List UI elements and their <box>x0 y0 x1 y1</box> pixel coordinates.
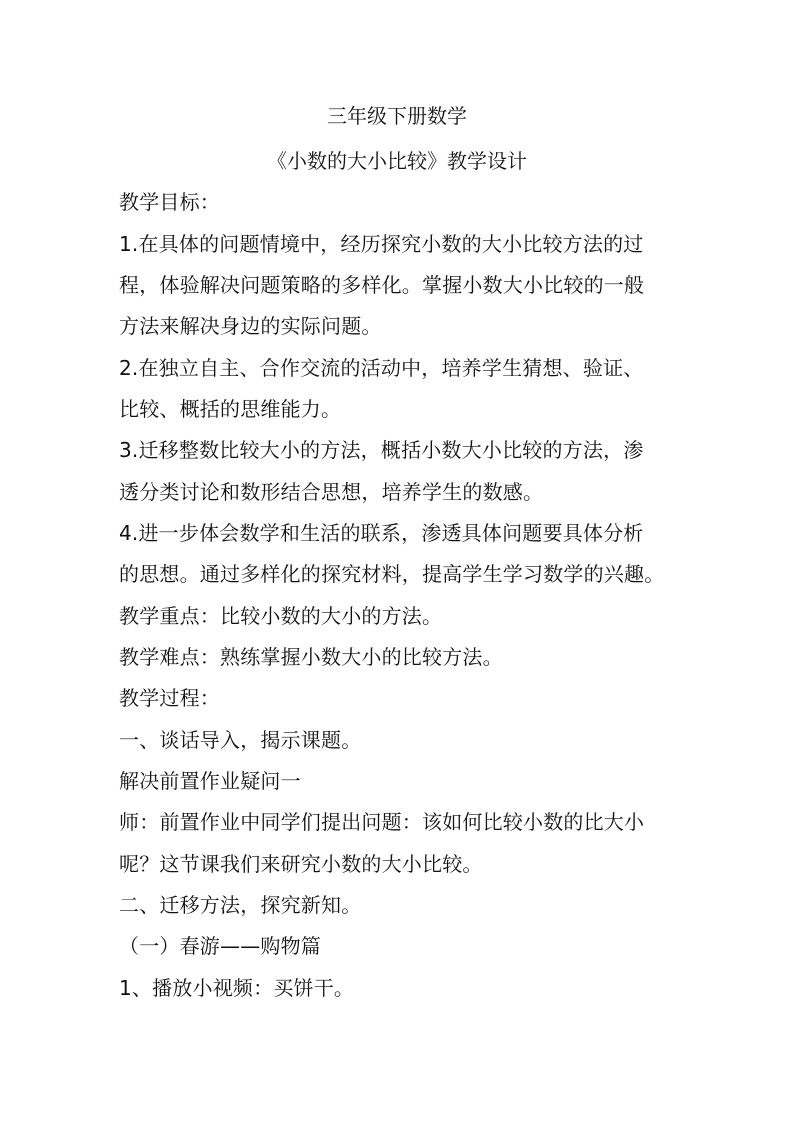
heading-teaching-process: 教学过程： <box>119 686 220 710</box>
goal-2-line-1: 2.在独立自主、合作交流的活动中，培养学生猜想、验证、 <box>119 356 644 380</box>
goal-3-line-2: 透分类讨论和数形结合思想，培养学生的数感。 <box>119 480 544 504</box>
goal-1-line-2: 程，体验解决问题策略的多样化。掌握小数大小比较的一般 <box>119 273 645 297</box>
teacher-question-line-2: 呢？这节课我们来研究小数的大小比较。 <box>119 852 483 876</box>
teaching-difficulty: 教学难点：熟练掌握小数大小的比较方法。 <box>119 645 503 669</box>
section-1-heading: 一、谈话导入，揭示课题。 <box>119 728 362 752</box>
goal-4-line-1: 4.进一步体会数学和生活的联系，渗透具体问题要具体分析 <box>119 521 644 545</box>
goal-2-line-2: 比较、概括的思维能力。 <box>119 397 342 421</box>
goal-3-line-1: 3.迁移整数比较大小的方法，概括小数大小比较的方法，渗 <box>119 438 644 462</box>
heading-teaching-goals: 教学目标： <box>119 190 220 214</box>
section-2-heading: 二、迁移方法，探究新知。 <box>119 893 362 917</box>
activity-1-line: 1、播放小视频：买饼干。 <box>119 976 355 1000</box>
subsection-1-heading: （一）春游——购物篇 <box>119 934 321 958</box>
goal-1-line-3: 方法来解决身边的实际问题。 <box>119 314 382 338</box>
teaching-key-point: 教学重点：比较小数的大小的方法。 <box>119 604 443 628</box>
teacher-question-line-1: 师：前置作业中同学们提出问题：该如何比较小数的比大小 <box>119 810 645 834</box>
document-subtitle: 《小数的大小比较》教学设计 <box>267 149 527 173</box>
prework-question-heading: 解决前置作业疑问一 <box>119 769 301 793</box>
goal-4-line-2: 的思想。通过多样化的探究材料，提高学生学习数学的兴趣。 <box>119 562 665 586</box>
goal-1-line-1: 1.在具体的问题情境中，经历探究小数的大小比较方法的过 <box>119 232 644 256</box>
document-title: 三年级下册数学 <box>327 104 467 128</box>
